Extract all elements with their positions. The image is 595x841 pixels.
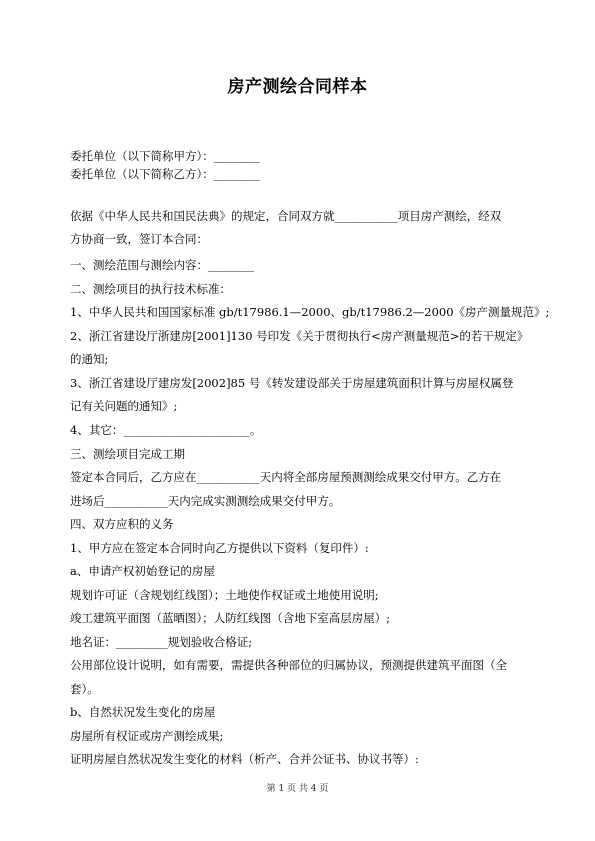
section-heading-schedule: 三、测绘项目完成工期 [70, 447, 185, 461]
standard-item-2: 2、浙江省建设厅浙建房[2001]130 号印发《关于贯彻执行<房产测量规范>的若干规定》 [70, 329, 529, 343]
obligation-sub-b-line-1: 房屋所有权证或房产测绘成果; [70, 729, 224, 743]
body-line-client-b: 委托单位（以下简称乙方）：________ [70, 167, 260, 181]
section-heading-scope: 一、测绘范围与测绘内容：________ [70, 258, 254, 272]
standard-item-4: 4、其它：______________________。 [70, 423, 262, 437]
obligation-sub-a-line-4-cont: 套）。 [70, 682, 99, 696]
schedule-text-cont: 进场后___________天内完成实测测绘成果交付甲方。 [70, 494, 341, 508]
body-line-basis: 依据《中华人民共和国民法典》的规定，合同双方就___________项目房产测绘，经双 [70, 209, 502, 223]
body-line-basis-cont: 方协商一致，签订本合同： [70, 232, 208, 246]
obligation-sub-b-line-2: 证明房屋自然状况发生变化的材料（析产、合并公证书、协议书等）: [70, 752, 419, 766]
document-title: 房产测绘合同样本 [227, 77, 368, 97]
schedule-text: 签定本合同后，乙方应在___________天内将全部房屋预测测绘成果交付甲方。乙方在 [70, 470, 502, 484]
standard-item-3: 3、浙江省建设厅建房发[2002]85 号《转发建设部关于房屋建筑面积计算与房屋权属登 [70, 376, 514, 390]
obligation-sub-a-line-4: 公用部位设计说明，如有需要，需提供各种部位的归属协议，预测提供建筑平面图（全 [70, 658, 507, 672]
standard-item-2-cont: 的通知; [70, 352, 109, 366]
obligation-item-1: 1、甲方应在签定本合同时向乙方提供以下资料（复印件）: [70, 541, 369, 555]
body-line-client-a: 委托单位（以下简称甲方）：________ [70, 149, 260, 163]
obligation-sub-a: a、申请产权初始登记的房屋 [70, 564, 215, 578]
standard-item-3-cont: 记有关问题的通知》; [70, 399, 178, 413]
obligation-sub-a-line-3: 地名证：_________规划验收合格证; [70, 635, 253, 649]
page-footer: 第 1 页 共 4 页 [266, 784, 329, 794]
standard-item-1: 1、中华人民共和国国家标准 gb/t17986.1—2000、gb/t17986.2—2000《房产测量规范》; [70, 305, 550, 319]
section-heading-obligations: 四、双方应积的义务 [70, 517, 174, 531]
obligation-sub-a-line-1: 规划许可证（含规划红线图）；土地使作权证或土地使用说明; [70, 588, 379, 602]
section-heading-standards: 二、测绘项目的执行技术标准： [70, 282, 231, 296]
obligation-sub-b: b、自然状况发生变化的房屋 [70, 705, 216, 719]
obligation-sub-a-line-2: 竣工建筑平面图（蓝晒图）；人防红线图（含地下室高层房屋）; [70, 611, 391, 625]
